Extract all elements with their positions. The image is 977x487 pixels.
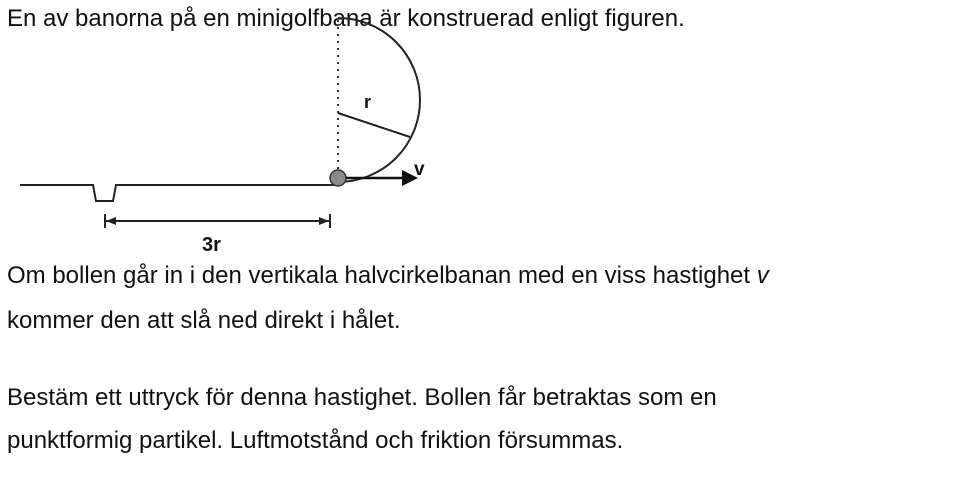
radius-label: r: [364, 92, 372, 112]
paragraph-1-text: Om bollen går in i den vertikala halvcirkelbanan med en viss hastighet: [7, 262, 757, 289]
semicircle-track: [338, 18, 420, 182]
velocity-variable: v: [756, 262, 769, 289]
distance-arrow-left: [106, 217, 116, 225]
track-ground-line: [20, 185, 336, 201]
paragraph-1-line-2: kommer den att slå ned direkt i hålet.: [7, 307, 401, 334]
ball: [330, 170, 346, 186]
paragraph-2-line-1: Bestäm ett uttryck för denna hastighet. Bollen får betraktas som en: [7, 384, 717, 411]
velocity-label: v: [414, 159, 425, 180]
radius-line: [338, 113, 410, 137]
paragraph-2-line-2: punktformig partikel. Luftmotstånd och friktion försummas.: [7, 427, 624, 454]
distance-arrow-right: [319, 217, 329, 225]
paragraph-1-line-1: [7, 262, 769, 291]
distance-label: 3r: [202, 234, 221, 256]
intro-text: En av banorna på en minigolfbana är konstruerad enligt figuren.: [7, 5, 685, 32]
